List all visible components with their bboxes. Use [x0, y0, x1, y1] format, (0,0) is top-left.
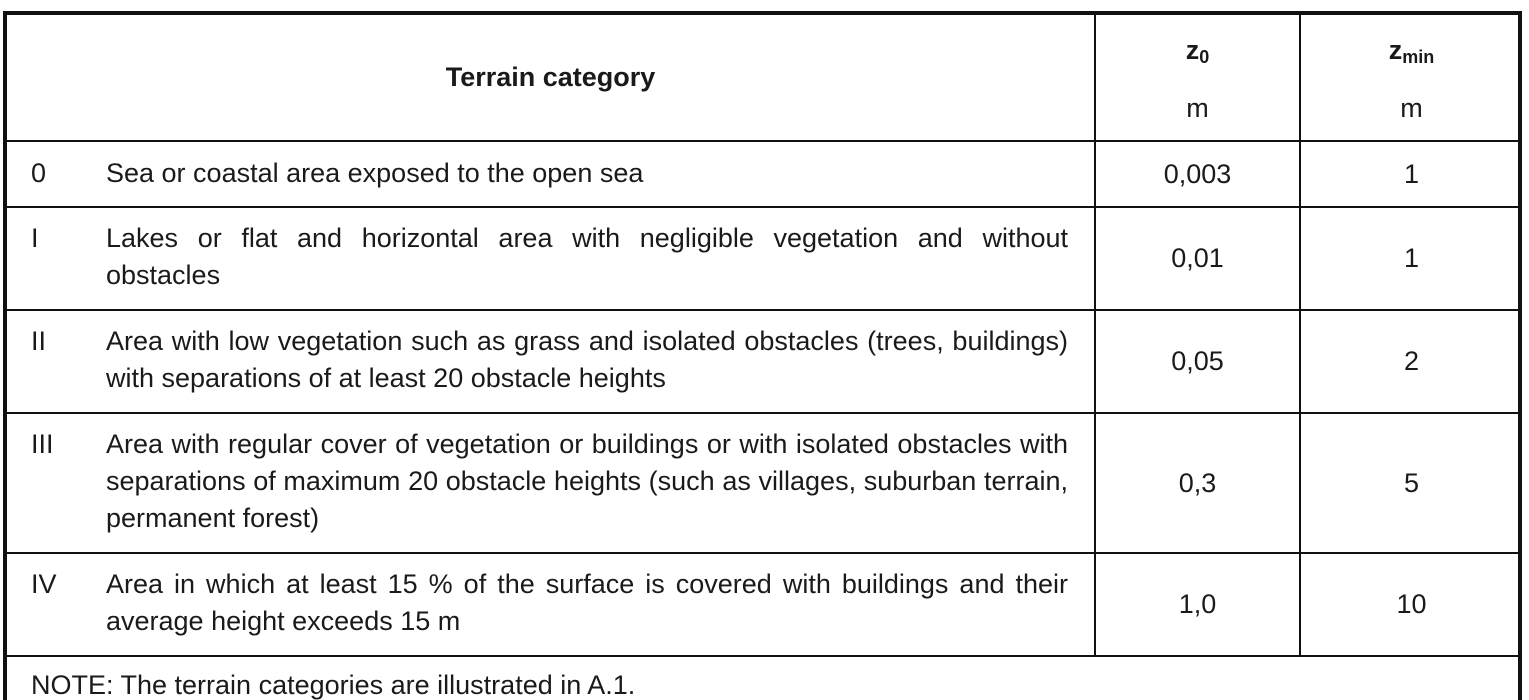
- terrain-table-frame: [3, 11, 1522, 700]
- category-cell: [7, 141, 1095, 207]
- z0-symbol: $z_0$: [1185, 35, 1210, 67]
- zmin-value: 2: [1300, 310, 1522, 413]
- category-code: 0: [31, 158, 47, 188]
- zmin-header: [1300, 15, 1522, 141]
- z0-header: [1095, 15, 1300, 141]
- category-cell: [7, 413, 1095, 553]
- note-row: [7, 656, 1522, 700]
- category-code: IV: [31, 569, 57, 599]
- category-cell: [7, 207, 1095, 310]
- z0-value: 1,0: [1095, 553, 1300, 656]
- category-cell: [7, 310, 1095, 413]
- terrain-category-header: Terrain category: [7, 15, 1095, 141]
- zmin-value: 1: [1300, 207, 1522, 310]
- zmin-value: 5: [1300, 413, 1522, 553]
- z0-value: 0,3: [1095, 413, 1300, 553]
- header-row: [7, 15, 1522, 141]
- zmin-value: 1: [1300, 141, 1522, 207]
- table-row: [7, 141, 1522, 207]
- z0-value: 0,01: [1095, 207, 1300, 310]
- category-description: Area with regular cover of vegetation or buildings or with isolated obstacles with separations of maximum 20 obstacle heights (such as villages, suburban terrain, permanent forest): [106, 429, 1068, 533]
- category-code: I: [31, 223, 39, 253]
- category-description: Area with low vegetation such as grass and isolated obstacles (trees, buildings) with separations of at least 20 obstacle heights: [106, 326, 1068, 393]
- table-row: [7, 207, 1522, 310]
- z0-value: 0,05: [1095, 310, 1300, 413]
- category-description: Sea or coastal area exposed to the open sea: [106, 158, 644, 188]
- table-note: NOTE: The terrain categories are illustrated in A.1.: [31, 670, 636, 700]
- note-cell: [7, 656, 1522, 700]
- category-description: Area in which at least 15 % of the surface is covered with buildings and their average height exceeds 15 m: [106, 569, 1068, 636]
- category-code: III: [31, 429, 54, 459]
- category-description: Lakes or flat and horizontal area with negligible vegetation and without obstacles: [106, 223, 1068, 290]
- z0-subscript: 0: [1199, 47, 1210, 67]
- z0-unit: m: [1186, 93, 1209, 123]
- terrain-category-table: [7, 15, 1522, 700]
- zmin-symbol: $z_{min}$: [1388, 35, 1435, 67]
- zmin-value: 10: [1300, 553, 1522, 656]
- table-row: [7, 413, 1522, 553]
- z0-value: 0,003: [1095, 141, 1300, 207]
- category-code: II: [31, 326, 47, 356]
- category-cell: [7, 553, 1095, 656]
- zmin-unit: m: [1400, 93, 1423, 123]
- table-row: [7, 553, 1522, 656]
- zmin-subscript: min: [1402, 47, 1435, 67]
- table-row: [7, 310, 1522, 413]
